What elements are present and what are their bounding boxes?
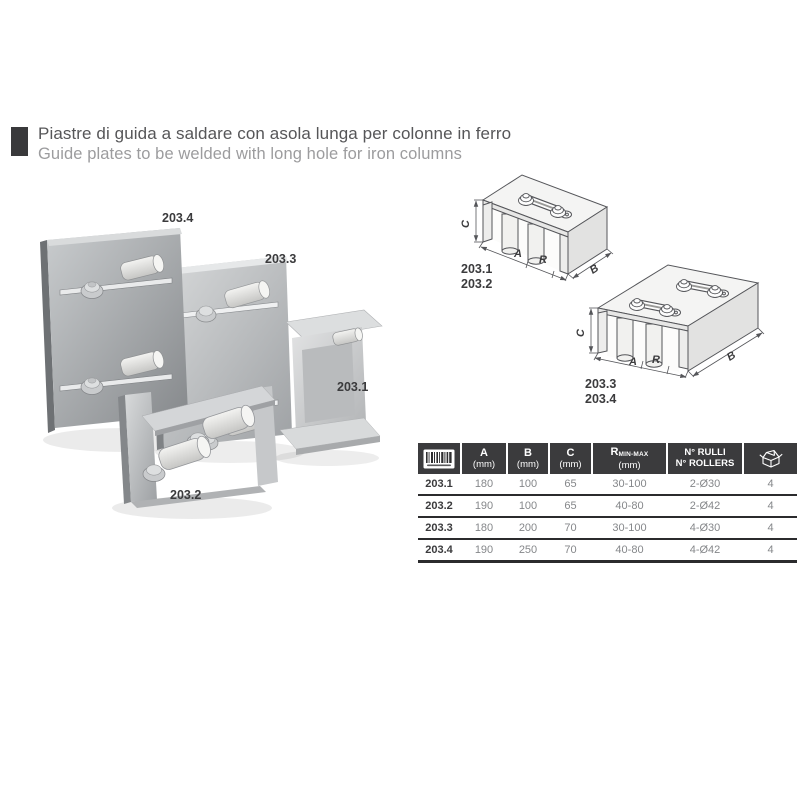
photo-label-203-4: 203.4 [162, 211, 194, 225]
header-dim-r: $R_{MIN-MAX}$ (mm) [593, 443, 666, 474]
shadow [275, 450, 379, 466]
dim-c [589, 308, 598, 353]
model-label: 203.3 [585, 377, 617, 391]
spec-table [418, 443, 797, 563]
dim-label-a: A [629, 356, 637, 368]
dim-label-c: C [575, 329, 587, 337]
header-article [418, 443, 460, 474]
header-dim-c: C (mm) [550, 443, 591, 474]
dim-label-b: B [587, 262, 601, 277]
product-plate-203-4 [40, 228, 188, 433]
header-dim-b: B (mm) [508, 443, 548, 474]
model-label: 203.1 [461, 262, 493, 276]
dim-c [474, 200, 483, 242]
table-row-203-3: 203.3 180 200 70 30-100 4-Ø30 4 [425, 522, 774, 534]
table-body [418, 474, 797, 563]
header-dim-a: A (mm) [462, 443, 506, 474]
model-label: 203.4 [585, 391, 617, 406]
title-bullet-icon [11, 127, 28, 156]
photo-label-203-3: 203.3 [265, 252, 297, 266]
header-rollers: N° RULLI N° ROLLERS [668, 443, 742, 474]
table-row-203-4: 203.4 190 250 70 40-80 4-Ø42 4 [425, 544, 774, 556]
photo-label-203-2: 203.2 [170, 488, 202, 502]
table-row-203-1: 203.1 180 100 65 30-100 2-Ø30 4 [425, 478, 774, 490]
dim-label-r: R [539, 254, 547, 266]
dim-label-b: B [724, 349, 738, 364]
dim-label-c: C [460, 220, 472, 228]
table-bottom-border [418, 560, 797, 563]
model-label: 203.2 [461, 276, 493, 291]
drawing-model-labels [585, 377, 616, 406]
photo-label-203-1: 203.1 [337, 380, 369, 394]
dim-label-r: R [652, 354, 660, 366]
page-title-english: Guide plates to be welded with long hole for iron columns [38, 145, 462, 163]
table-row-203-2: 203.2 190 100 65 40-80 2-Ø42 4 [425, 500, 774, 512]
barcode-icon [423, 449, 455, 469]
header-packaging [744, 443, 797, 474]
dim-label-a: A [514, 248, 522, 260]
package-box-icon [758, 448, 784, 470]
drawing-model-labels [461, 262, 492, 291]
product-photo [30, 190, 390, 520]
table-header-row [418, 443, 797, 474]
page-title-italian: Piastre di guida a saldare con asola lunga per colonne in ferro [38, 124, 512, 143]
